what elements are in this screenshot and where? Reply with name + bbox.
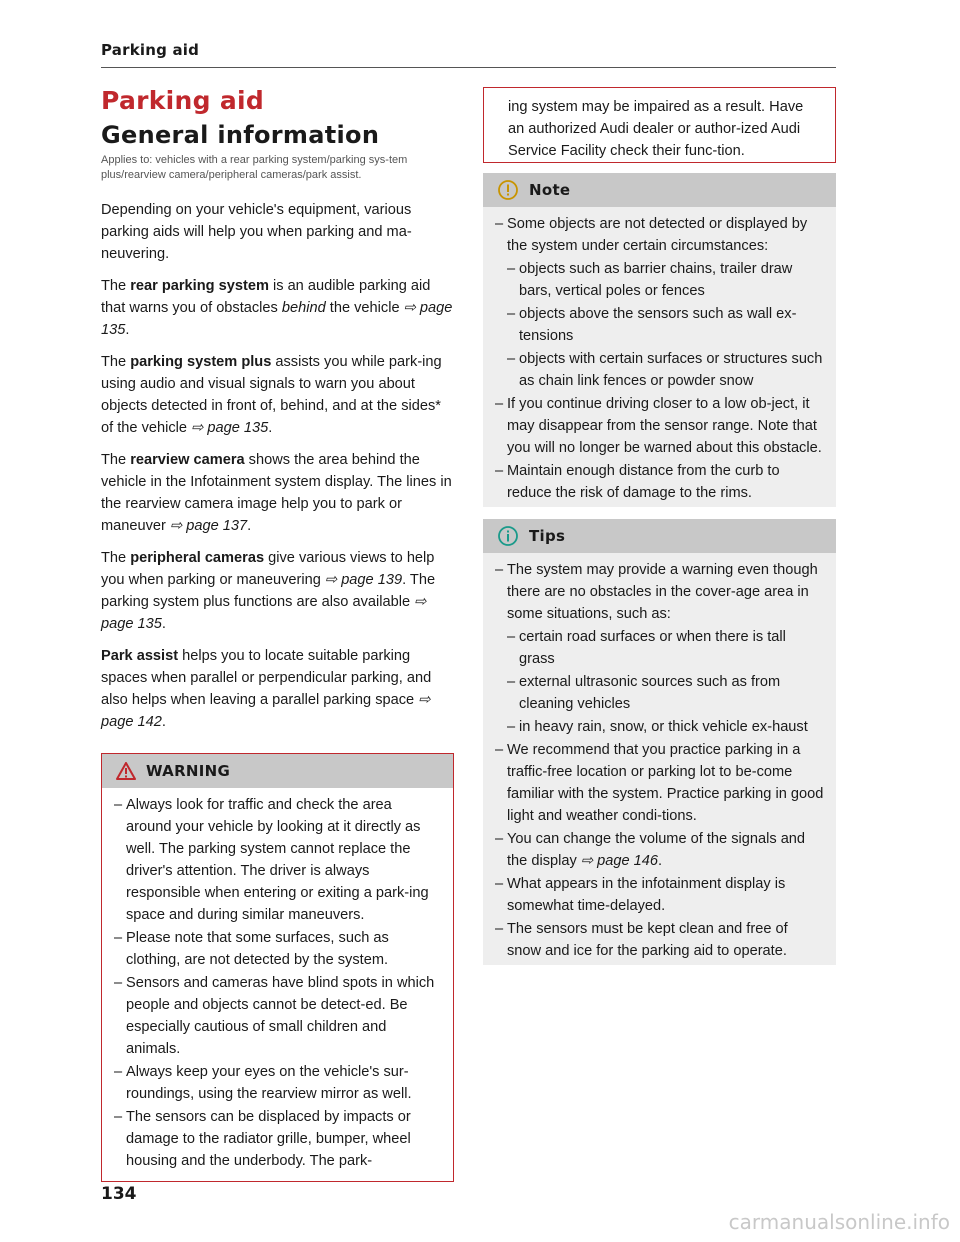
warning-header	[102, 754, 453, 788]
term-peripheral-cameras: peripheral cameras	[130, 550, 265, 566]
tips-header	[483, 519, 836, 553]
subsection-title: General information	[101, 121, 380, 149]
list-item: – You can change the volume of the signals and the display ⇨ page 146.	[495, 828, 824, 872]
intro-paragraph: Depending on your vehicle's equipment, various parking aids will help you when parking and ma-neuvering.	[101, 202, 412, 262]
page-ref-link[interactable]: ⇨ page 137	[169, 518, 248, 534]
warning-list	[114, 794, 441, 1172]
term-rearview-camera: rearview camera	[130, 452, 245, 468]
watermark: carmanualsonline.info	[728, 1210, 950, 1234]
warning-box	[101, 753, 454, 1182]
warning-continuation: ing system may be impaired as a result. Have an authorized Audi dealer or author-ized Audi Service Facility check their func-tion.	[483, 87, 836, 163]
term-parking-system-plus: parking system plus	[130, 354, 272, 370]
list-item: – Always keep your eyes on the vehicle's sur-roundings, using the rearview mirror as well.	[114, 1061, 441, 1105]
list-item: – The system may provide a warning even though there are no obstacles in the cover-age area in some situations, such as: – certain road surfaces or when there is tall grass – external ultrasonic sources such as from cleaning vehicles – in heavy rain, snow, or thick vehicle ex-haust	[495, 559, 824, 738]
header-title: Parking aid	[101, 41, 200, 59]
exclamation-circle-icon	[497, 179, 519, 201]
applies-note: Applies to: vehicles with a rear parking system/parking sys-tem plus/rearview camera/peripheral cameras/park assist.	[101, 154, 408, 181]
note-body	[483, 207, 836, 507]
peripheral-cameras-paragraph: The peripheral cameras give various views to help you when parking or maneuvering ⇨ page 139. The parking system plus functions are also available ⇨ page 135.	[101, 550, 436, 632]
list-item: – Please note that some surfaces, such as clothing, are not detected by the system.	[114, 927, 441, 971]
list-item: – objects such as barrier chains, trailer draw bars, vertical poles or fences	[507, 258, 824, 302]
list-item: – certain road surfaces or when there is tall grass	[507, 626, 824, 670]
info-circle-icon	[497, 525, 519, 547]
list-item: – The sensors must be kept clean and free of snow and ice for the parking aid to operate.	[495, 918, 824, 962]
running-header	[101, 40, 836, 68]
note-header	[483, 173, 836, 207]
note-list	[495, 213, 824, 504]
list-item: – Some objects are not detected or displayed by the system under certain circumstances: – objects such as barrier chains, trailer draw bars, vertical poles or fences – objects above the sensors such as wall ex-tensions – objects with certain surfaces or structures such as chain link fences or powder snow	[495, 213, 824, 392]
page-ref-link[interactable]: ⇨ page 139	[324, 572, 403, 588]
tips-list	[495, 559, 824, 962]
tips-label: Tips	[529, 527, 566, 545]
page-number: 134	[101, 1184, 137, 1204]
page-ref-link[interactable]: ⇨ page 135	[191, 420, 269, 436]
note-label: Note	[529, 181, 571, 199]
term-rear-parking-system: rear parking system	[130, 278, 269, 294]
list-item: – external ultrasonic sources such as from cleaning vehicles	[507, 671, 824, 715]
park-assist-paragraph: Park assist helps you to locate suitable parking spaces when parallel or perpendicular parking, and also helps when leaving a parallel parking space ⇨ page 142.	[101, 648, 432, 730]
tips-body	[483, 553, 836, 965]
list-item: – What appears in the infotainment display is somewhat time-delayed.	[495, 873, 824, 917]
list-item: – in heavy rain, snow, or thick vehicle ex-haust	[507, 716, 824, 738]
section-title: Parking aid	[101, 86, 265, 115]
term-park-assist: Park assist	[101, 648, 179, 664]
list-item: – Always look for traffic and check the area around your vehicle by looking at it directly as well. The parking system cannot replace the driver's attention. The driver is always responsible when entering or exiting a park-ing space and during similar maneuvers.	[114, 794, 441, 926]
page-ref-link[interactable]: ⇨ page 135	[101, 300, 453, 338]
right-column	[483, 87, 836, 965]
list-item: – Maintain enough distance from the curb to reduce the risk of damage to the rims.	[495, 460, 824, 504]
tips-sublist	[507, 626, 824, 738]
parking-plus-paragraph: The parking system plus assists you while park-ing using audio and visual signals to warn you about objects detected in front of, behind, and at the sides* of the vehicle ⇨ page 135.	[101, 354, 442, 436]
rear-parking-paragraph: The rear parking system is an audible parking aid that warns you of obstacles behind the vehicle ⇨ page 135.	[101, 278, 453, 338]
warning-label: WARNING	[146, 762, 231, 780]
list-item: – Sensors and cameras have blind spots in which people and objects cannot be detect-ed. Be especially cautious of small children and animals.	[114, 972, 441, 1060]
warning-triangle-icon	[116, 762, 136, 780]
page-ref-link[interactable]: ⇨ page 146	[580, 853, 658, 869]
tips-box	[483, 519, 836, 965]
left-column	[101, 86, 454, 1182]
note-sublist	[507, 258, 824, 392]
page-ref-link[interactable]: ⇨ page 135	[101, 594, 427, 632]
list-item: – objects above the sensors such as wall ex-tensions	[507, 303, 824, 347]
note-box	[483, 173, 836, 507]
list-item: – We recommend that you practice parking in a traffic-free location or parking lot to be-come familiar with the system. Practice parking in good light and weather condi-tions.	[495, 739, 824, 827]
page-ref-link[interactable]: ⇨ page 142	[101, 692, 431, 730]
list-item: – The sensors can be displaced by impacts or damage to the radiator grille, bumper, wheel housing and the underbody. The park-	[114, 1106, 441, 1172]
list-item: – If you continue driving closer to a low ob-ject, it may disappear from the sensor range. Note that you will no longer be warned about this obstacle.	[495, 393, 824, 459]
list-item: – objects with certain surfaces or structures such as chain link fences or powder snow	[507, 348, 824, 392]
rearview-camera-paragraph: The rearview camera shows the area behind the vehicle in the Infotainment system display. The lines in the rearview camera image help you to park or maneuver ⇨ page 137.	[101, 452, 452, 534]
warning-body	[102, 788, 453, 1181]
